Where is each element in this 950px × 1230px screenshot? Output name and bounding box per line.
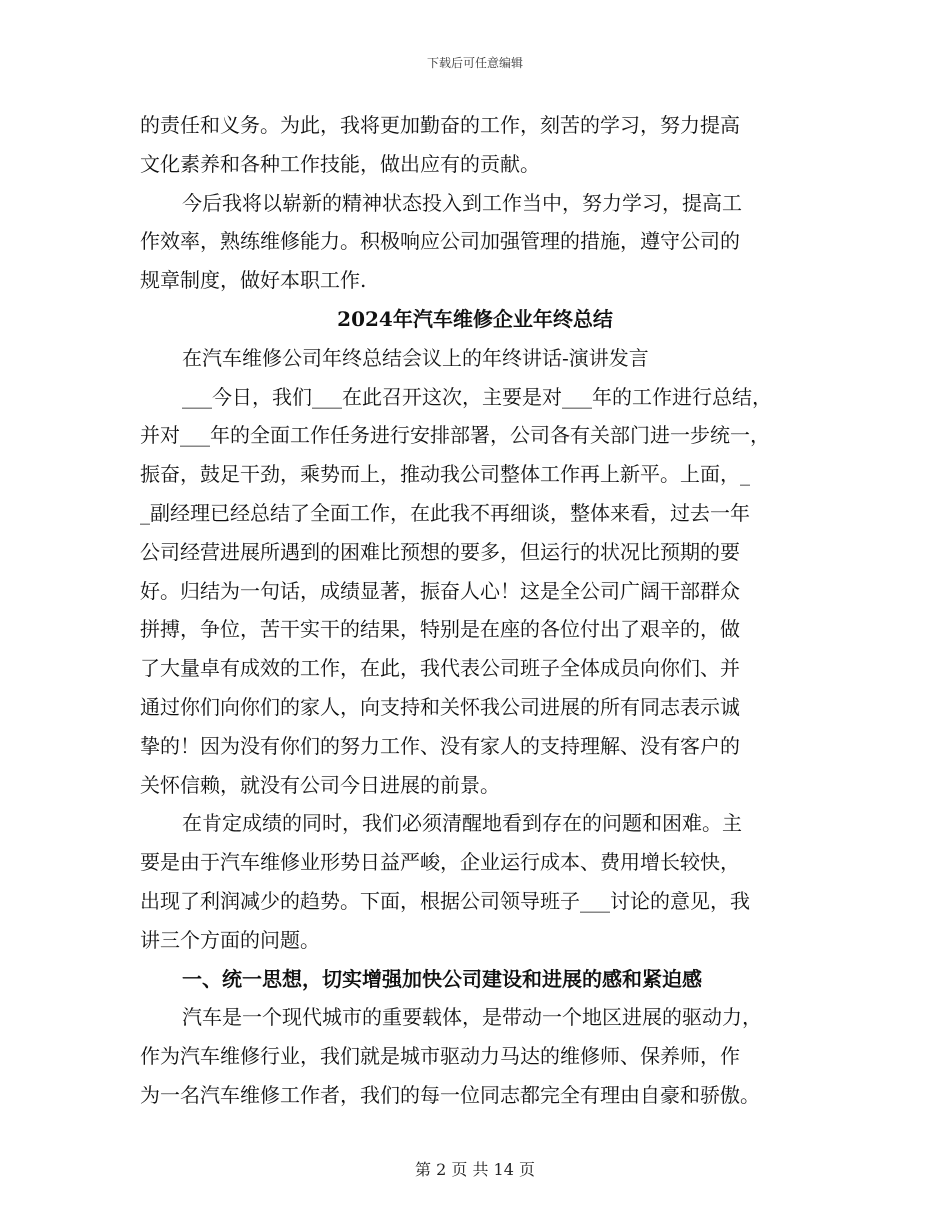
text-line: 关怀信赖，就没有公司今日进展的前景。 <box>140 772 500 797</box>
text-line: 为一名汽车维修工作者，我们的每一位同志都完全有理由自豪和骄傲。 <box>140 1082 760 1107</box>
page-footer: 第 2 页 共 14 页 <box>415 1160 535 1179</box>
text-line: 要是由于汽车维修业形势日益严峻，企业运行成本、费用增长较快， <box>140 850 740 875</box>
text-line: 振奋，鼓足干劲，乘势而上，推动我公司整体工作再上新平。上面，_ <box>140 462 750 487</box>
text-line: 公司经营进展所遇到的困难比预想的要多，但运行的状况比预期的要 <box>140 539 740 564</box>
section-title: 2024年汽车维修企业年终总结 <box>337 306 613 331</box>
section-heading: 一、统一思想，切实增强加快公司建设和进展的感和紧迫感 <box>182 966 702 991</box>
paragraph-start: ___今日，我们___在此召开这次，主要是对___年的工作进行总结， <box>182 384 772 409</box>
text-line: _副经理已经总结了全面工作，在此我不再细谈，整体来看，过去一年 <box>140 500 750 525</box>
text-line: 规章制度，做好本职工作. <box>140 268 367 293</box>
text-line: 讲三个方面的问题。 <box>140 927 320 952</box>
text-line: 挚的！因为没有你们的努力工作、没有家人的支持理解、没有客户的 <box>140 733 740 758</box>
text-line: 了大量卓有成效的工作，在此，我代表公司班子全体成员向你们、并 <box>140 656 740 681</box>
subtitle-line: 在汽车维修公司年终总结会议上的年终讲话-演讲发言 <box>182 345 649 370</box>
header-note: 下载后可任意编辑 <box>426 56 523 70</box>
text-line: 文化素养和各种工作技能，做出应有的贡献。 <box>140 151 540 176</box>
text-line: 作为汽车维修行业，我们就是城市驱动力马达的维修师、保养师，作 <box>140 1044 740 1069</box>
text-line: 的责任和义务。为此，我将更加勤奋的工作，刻苦的学习，努力提高 <box>140 113 740 137</box>
text-line: 好。归结为一句话，成绩显著，振奋人心！这是全公司广阔干部群众 <box>140 578 740 603</box>
paragraph-start: 汽车是一个现代城市的重要载体，是带动一个地区进展的驱动力， <box>182 1005 762 1030</box>
paragraph-start: 在肯定成绩的同时，我们必须清醒地看到存在的问题和困难。主 <box>182 811 742 836</box>
text-line: 出现了利润减少的趋势。下面，根据公司领导班子___讨论的意见，我 <box>140 888 750 913</box>
text-line: 并对___年的全面工作任务进行安排部署，公司各有关部门进一步统一， <box>140 423 770 448</box>
document-body <box>140 106 810 1115</box>
text-line: 作效率，熟练维修能力。积极响应公司加强管理的措施，遵守公司的 <box>140 229 740 254</box>
paragraph-start: 今后我将以崭新的精神状态投入到工作当中，努力学习，提高工 <box>182 190 742 215</box>
text-line: 通过你们向你们的家人，向支持和关怀我公司进展的所有同志表示诚 <box>140 694 740 719</box>
text-line: 拼搏，争位，苦干实干的结果，特别是在座的各位付出了艰辛的，做 <box>140 617 740 642</box>
